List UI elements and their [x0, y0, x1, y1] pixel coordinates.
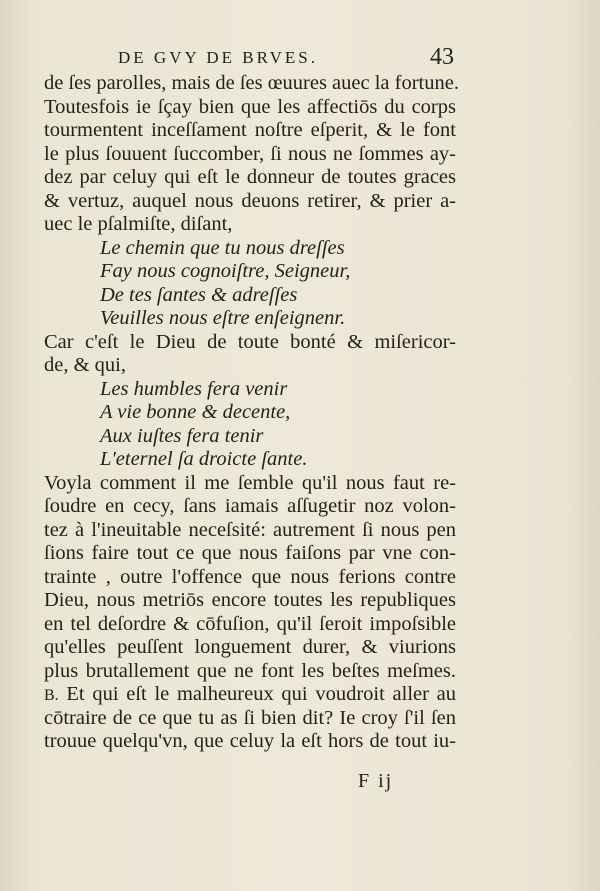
verse-line: Fay nous cognoiſtre, Seigneur, [100, 260, 351, 282]
speaker-label: B. [44, 687, 59, 704]
text-line: ſoudre en cecy, ſans iamais aſſugetir noz volon- [44, 495, 456, 517]
text-line: de ſes parolles, mais de ſes œuures auec la fortune. [44, 72, 459, 94]
text-line: de, & qui, [44, 354, 126, 376]
text-line: tez à l'ineuitable neceſsité: autrement ſi nous pen [44, 518, 456, 541]
running-head: DE GVY DE BRVES. [118, 48, 318, 67]
text-line: qu'elles peuſſent longuement durer, & viurions [44, 636, 456, 658]
text-line: Car c'eſt le Dieu de toute bonté & miſericor- [44, 330, 456, 353]
signature-mark: F ij [358, 770, 394, 792]
verse-line: L'eternel ſa droicte ſante. [100, 448, 308, 470]
text-line: le plus ſouuent ſuccomber, ſi nous ne ſommes ay- [44, 142, 456, 165]
verse-line: Veuilles nous eſtre enſeignenr. [100, 307, 346, 329]
text-line: & vertuz, auquel nous deuons retirer, & prier a- [44, 189, 456, 212]
text-line: ſions faire tout ce que nous faiſons par vne con- [44, 542, 456, 564]
text-line: trainte , outre l'offence que nous ferions contre [44, 565, 456, 588]
text-line: plus brutallement que ne font les beſtes meſmes. [44, 659, 456, 682]
text-line: cōtraire de ce que tu as ſi bien dit? Ie croy ſ'il ſen [44, 706, 456, 729]
text-line [44, 683, 456, 707]
page-header [0, 44, 600, 74]
verse-line: Aux iuſtes fera tenir [100, 424, 264, 447]
text-line: tourmentent inceſſament noſtre eſperit, & le font [44, 119, 456, 141]
text-line: uec le pſalmiſte, diſant, [44, 213, 233, 235]
text-line: Toutesfois ie ſçay bien que les affectiōs du corps [44, 95, 456, 118]
body-text [44, 72, 459, 754]
line-text: Et qui eſt le malheureux qui voudroit aller au [66, 683, 457, 705]
verse-line: De tes ſantes & adreſſes [100, 283, 298, 306]
text-line: Voyla comment il me ſemble qu'il nous faut re- [44, 471, 456, 494]
text-line: trouue quelqu'vn, que celuy la eſt hors de tout iu- [44, 730, 456, 752]
verse-line: A vie bonne & decente, [100, 401, 291, 423]
verse-line: Le chemin que tu nous dreſſes [100, 236, 345, 259]
text-line: dez par celuy qui eſt le donneur de toutes graces [44, 166, 456, 188]
text-line: Dieu, nous metriōs encore toutes les republiques [44, 589, 456, 611]
text-line: en tel deſordre & cōfuſion, qu'il ſeroit impoſsible [44, 612, 456, 635]
page-number: 43 [430, 44, 454, 70]
verse-line: Les humbles fera venir [100, 377, 288, 400]
